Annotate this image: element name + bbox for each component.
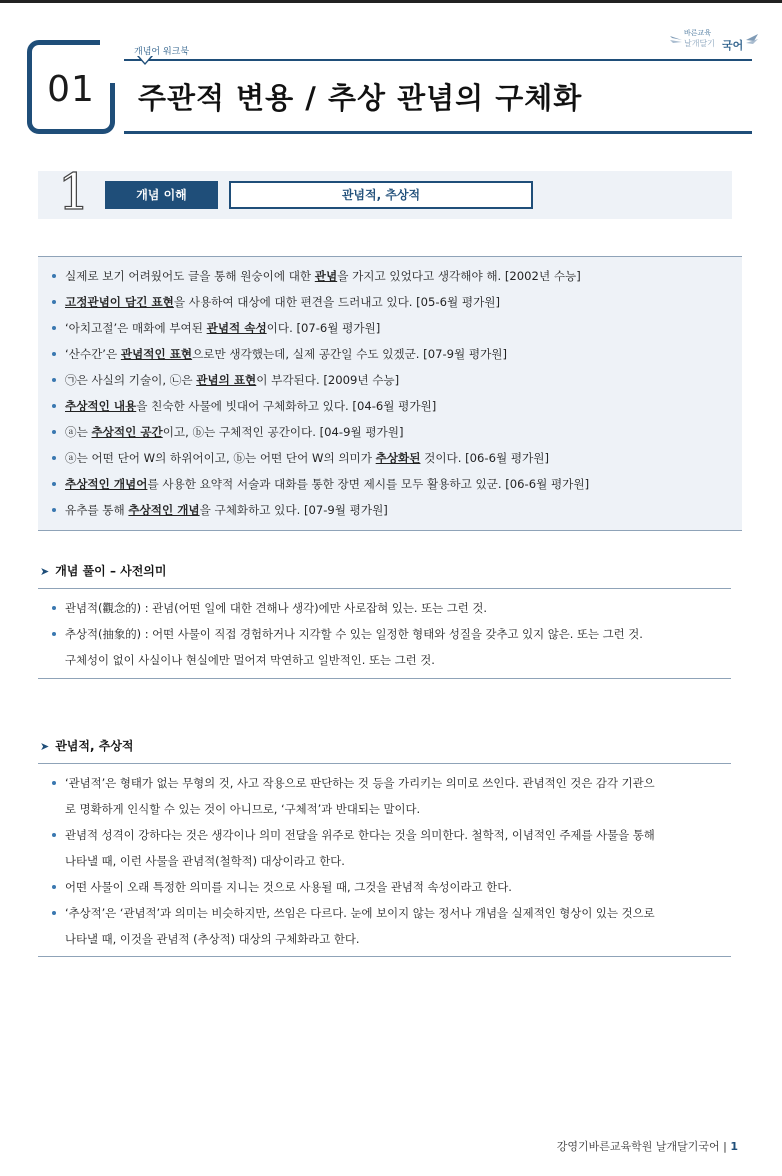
page-footer <box>557 1138 738 1154</box>
explanation-list <box>38 764 731 952</box>
dictionary-list <box>38 589 731 673</box>
example-item <box>52 471 742 497</box>
example-text: 을 친숙한 사물에 빗대어 구체화하고 있다. [04-6월 평가원] <box>136 399 437 413</box>
bullet-icon <box>52 378 56 382</box>
item-line: 관념적 성격이 강하다는 것은 생각이나 의미 전달을 위주로 한다는 것을 의미한다. 철학적, 이념적인 주제를 사물을 통해 <box>65 828 655 842</box>
example-text: 를 사용한 요약적 서술과 대화를 통한 장면 제시를 모두 활용하고 있군. [06-6월 평가원] <box>147 477 590 491</box>
example-text: 이다. [07-6월 평가원] <box>266 321 381 335</box>
item-line: ‘관념적’은 형태가 없는 무형의 것, 사고 작용으로 판단하는 것 등을 가리키는 의미로 쓰인다. 관념적인 것은 감각 기관으 <box>65 776 655 790</box>
explanation-panel <box>38 763 731 957</box>
example-item <box>52 341 742 367</box>
highlighted-term: 추상화된 <box>375 451 421 465</box>
example-item <box>52 263 742 289</box>
bullet-icon <box>52 404 56 408</box>
list-item <box>52 822 719 874</box>
chapter-number: 01 <box>47 69 95 110</box>
list-item <box>52 900 719 952</box>
highlighted-term: 관념적 속성 <box>206 321 267 335</box>
bullet-icon <box>52 352 56 356</box>
item-line-continued: 나타낼 때, 이런 사물을 관념적(철학적) 대상이라고 한다. <box>65 854 345 868</box>
item-line: 추상적(抽象的) : 어떤 사물이 직접 경험하거나 지각할 수 있는 일정한 형태와 성질을 갖추고 있지 않은. 또는 그런 것. <box>65 627 643 641</box>
bullet-icon <box>52 606 56 610</box>
example-item <box>52 393 742 419</box>
brand-line2: 날개달기 <box>684 39 715 48</box>
workbook-label: 개념어 워크북 <box>134 47 190 57</box>
item-line: 관념적(觀念的) : 관념(어떤 일에 대한 견해나 생각)에만 사로잡혀 있는. 또는 그런 것. <box>65 601 487 615</box>
chapter-number-box <box>27 40 115 134</box>
highlighted-term: 관념 <box>314 269 338 283</box>
brand-logo <box>668 28 760 54</box>
bullet-icon <box>52 632 56 636</box>
example-item <box>52 419 742 445</box>
highlighted-term: 추상적인 개념어 <box>65 477 148 491</box>
header-rule <box>124 59 752 61</box>
page-title: 주관적 변용 / 추상 관념의 구체화 <box>138 81 583 115</box>
list-item <box>52 621 719 673</box>
bullet-icon <box>52 274 56 278</box>
list-item <box>52 874 719 900</box>
highlighted-term: 관념적인 표현 <box>120 347 193 361</box>
item-line-continued: 구체성이 없이 사실이나 현실에만 멀어져 막연하고 일반적인. 또는 그런 것. <box>65 653 435 667</box>
title-rule <box>124 131 752 134</box>
bullet-icon <box>52 781 56 785</box>
page-number: 1 <box>730 1140 738 1153</box>
bullet-icon <box>52 885 56 889</box>
bullet-icon <box>52 508 56 512</box>
example-text: ⓐ는 <box>65 425 92 439</box>
explanation-heading <box>40 737 134 754</box>
concept-keyword: 관념적, 추상적 <box>229 181 533 209</box>
bullet-icon <box>52 482 56 486</box>
arrow-right-icon: ➤ <box>40 740 50 753</box>
example-sentences-panel <box>38 256 742 531</box>
example-text: 을 구체화하고 있다. [07-9월 평가원] <box>199 503 388 517</box>
example-item <box>52 289 742 315</box>
example-text: ‘산수간’은 <box>65 347 121 361</box>
dictionary-panel <box>38 588 731 679</box>
bullet-icon <box>52 326 56 330</box>
example-text: 이 부각된다. [2009년 수능] <box>256 373 400 387</box>
arrow-right-icon: ➤ <box>40 565 50 578</box>
highlighted-term: 추상적인 내용 <box>65 399 137 413</box>
highlighted-term: 고정관념이 담긴 표현 <box>65 295 174 309</box>
example-text: 것이다. [06-6월 평가원] <box>420 451 549 465</box>
example-text: 을 사용하여 대상에 대한 편견을 드러내고 있다. [05-6월 평가원] <box>173 295 500 309</box>
dictionary-heading <box>40 562 167 579</box>
bullet-icon <box>52 833 56 837</box>
highlighted-term: 추상적인 개념 <box>128 503 200 517</box>
example-text: ⓐ는 어떤 단어 W의 하위어이고, ⓑ는 어떤 단어 W의 의미가 <box>65 451 376 465</box>
bullet-icon <box>52 300 56 304</box>
dictionary-heading-text: 개념 풀이 – 사전의미 <box>55 564 167 578</box>
example-text: 으로만 생각했는데, 실제 공간일 수도 있겠군. [07-9월 평가원] <box>192 347 508 361</box>
list-item <box>52 595 719 621</box>
example-text: ‘아치고절’은 매화에 부여된 <box>65 321 207 335</box>
footer-separator: | <box>723 1140 727 1153</box>
highlighted-term: 관념의 표현 <box>196 373 257 387</box>
item-line-continued: 로 명확하게 인식할 수 있는 것이 아니므로, ‘구체적’과 반대되는 말이다. <box>65 802 421 816</box>
bullet-icon <box>52 456 56 460</box>
top-rule <box>0 0 782 3</box>
explanation-heading-text: 관념적, 추상적 <box>55 739 134 753</box>
list-item <box>52 770 719 822</box>
item-line: 어떤 사물이 오래 특정한 의미를 지니는 것으로 사용될 때, 그것을 관념적 속성이라고 한다. <box>65 880 512 894</box>
example-item <box>52 445 742 471</box>
bullet-icon <box>52 430 56 434</box>
brand-line3: 국어 <box>722 39 744 52</box>
section-numeral: 1 <box>58 163 90 221</box>
example-item <box>52 497 742 523</box>
example-text: 이고, ⓑ는 구체적인 공간이다. [04-9월 평가원] <box>162 425 404 439</box>
example-item <box>52 367 742 393</box>
item-line-continued: 나타낼 때, 이것을 관념적 (추상적) 대상의 구체화라고 한다. <box>65 932 360 946</box>
bullet-icon <box>52 911 56 915</box>
highlighted-term: 추상적인 공간 <box>91 425 163 439</box>
concept-tag: 개념 이해 <box>105 181 218 209</box>
example-text: 실제로 보기 어려웠어도 글을 통해 원숭이에 대한 <box>65 269 315 283</box>
example-text: ㉠은 사실의 기술이, ㉡은 <box>65 373 197 387</box>
brand-line1: 바른교육 <box>684 29 712 37</box>
footer-publisher: 강영기바른교육학원 날개달기국어 <box>556 1140 720 1153</box>
example-list <box>38 257 742 523</box>
header-notch-inner <box>139 56 151 63</box>
example-item <box>52 315 742 341</box>
example-text: 유추를 통해 <box>65 503 129 517</box>
example-text: 을 가지고 있었다고 생각해야 해. [2002년 수능] <box>337 269 581 283</box>
item-line: ‘추상적’은 ‘관념적’과 의미는 비슷하지만, 쓰임은 다르다. 눈에 보이지 않는 정서나 개념을 실제적인 형상이 있는 것으로 <box>65 906 655 920</box>
